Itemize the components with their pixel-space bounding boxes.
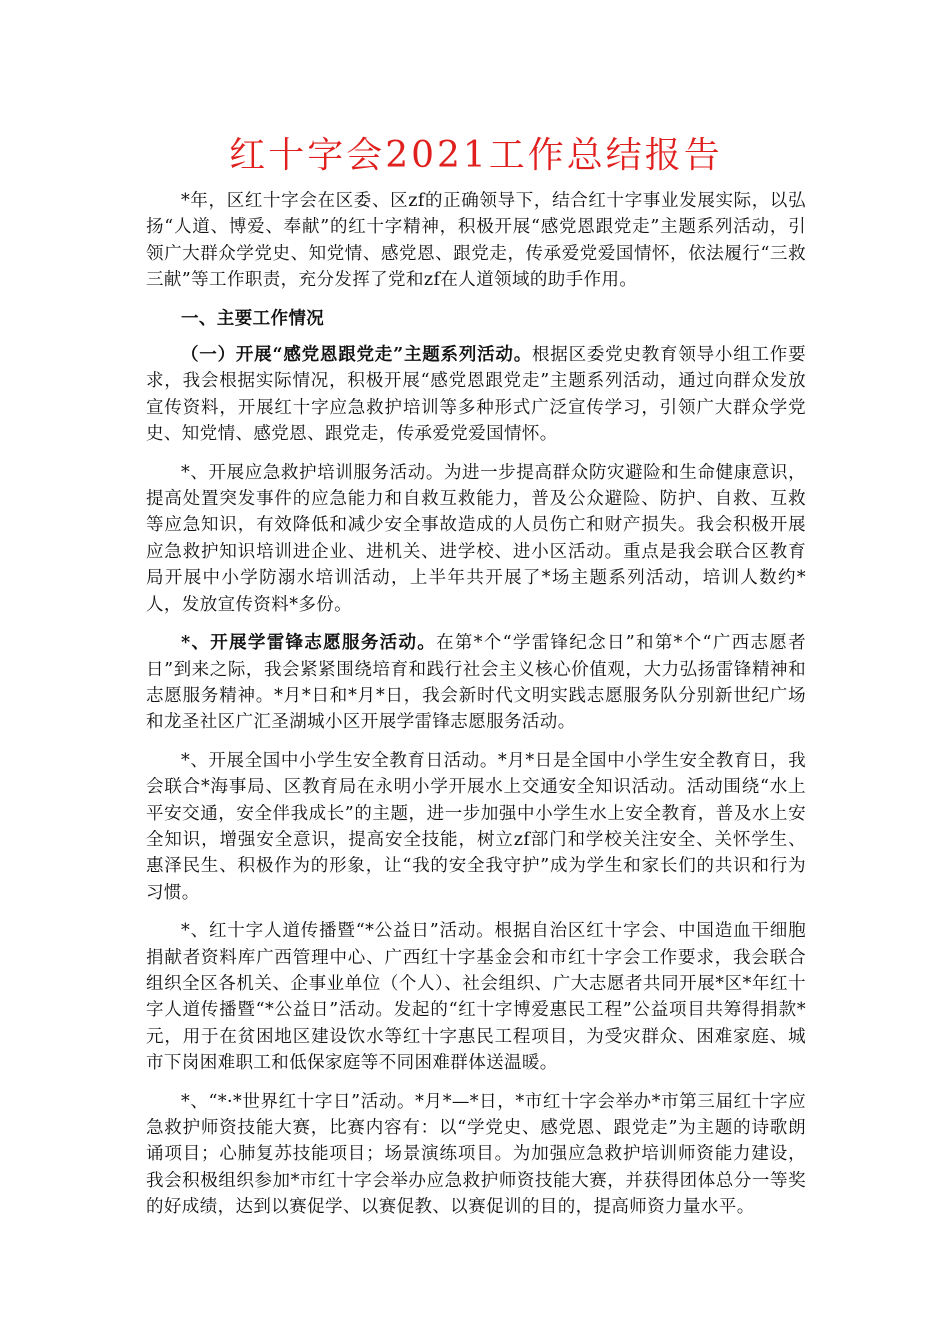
paragraph-lead: *、开展学雷锋志愿服务活动。 — [181, 633, 437, 654]
paragraph-safety-education-day: *、开展全国中小学生安全教育日活动。*月*日是全国中小学生安全教育日，我会联合*海事局、区教育局在永明小学开展水上交通安全知识活动。活动围绕“水上平安交通，安全伴我成长”的主题，进一步加强中小学生水上安全教育，普及水上安全知识，增强安全意识，提高安全技能，树立zf部门和学校关注安全、关怀学生、惠泽民生、积极作为的形象，让“我的安全我守护”成为学生和家长们的共识和行为习惯。 — [146, 750, 806, 903]
paragraph-charity-day: *、红十字人道传播暨“*公益日”活动。根据自治区红十字会、中国造血干细胞捐献者资料库广西管理中心、广西红十字基金会和市红十字会工作要求，我会联合组织全区各机关、企事业单位（个人）、社会组织、广大志愿者共同开展*区*年红十字人道传播暨“*公益日”活动。发起的“红十字博爱惠民工程”公益项目共筹得捐款*元，用于在贫困地区建设饮水等红十字惠民工程项目，为受灾群众、困难家庭、城市下岗困难职工和低保家庭等不同困难群体送温暖。 — [146, 921, 806, 1074]
document-title: 红十字会2021工作总结报告 — [229, 135, 723, 176]
section-heading-main-work: 一、主要工作情况 — [181, 308, 325, 329]
paragraph-first-aid-training: *、开展应急救护培训服务活动。为进一步提高群众防灾避险和生命健康意识，提高处置突发事件的应急能力和自救互救能力，普及公众避险、防护、自救、互救等应急知识，有效降低和减少安全事故造成的人员伤亡和财产损失。我会积极开展应急救护知识培训进企业、进机关、进学校、进小区活动。重点是我会联合区教育局开展中小学防溺水培训活动，上半年共开展了*场主题系列活动，培训人数约*人，发放宣传资料*多份。 — [146, 462, 806, 615]
paragraph-body: 根据区委党史教育领导小组工作要求，我会根据实际情况，积极开展“感党恩跟党走”主题系列活动，通过向群众发放宣传资料，开展红十字应急救护培训等多种形式广泛宣传学习，引领广大群众学党史、知党情、感党恩、跟党走，传承爱党爱国情怀。 — [146, 345, 806, 445]
document-page — [146, 130, 806, 1233]
paragraph-lei-feng-volunteer — [146, 630, 806, 736]
paragraph-lead: （一）开展“感党恩跟党走”主题系列活动。 — [181, 345, 532, 366]
paragraph-theme-activities — [146, 342, 806, 448]
paragraph-world-red-cross-day: *、“*·*世界红十字日”活动。*月*—*日，*市红十字会举办*市第三届红十字应急救护师资技能大赛，比赛内容有：以“学党史、感党恩、跟党走”为主题的诗歌朗诵项目；心肺复苏技能项目；场景演练项目。为加强应急救护培训师资能力建设，我会积极组织参加*市红十字会举办应急救护师资技能大赛，并获得团体总分一等奖的好成绩，达到以赛促学、以赛促教、以赛促训的目的，提高师资力量水平。 — [146, 1091, 806, 1218]
intro-paragraph: *年，区红十字会在区委、区zf的正确领导下，结合红十字事业发展实际，以弘扬“人道、博爱、奉献”的红十字精神，积极开展“感党恩跟党走”主题系列活动，引领广大群众学党史、知党情、感党恩、跟党走，传承爱党爱国情怀，依法履行“三救三献”等工作职责，充分发挥了党和zf在人道领域的助手作用。 — [146, 191, 806, 291]
paragraph-body: 在第*个“学雷锋纪念日”和第*个“广西志愿者日”到来之际，我会紧紧围绕培育和践行社会主义核心价值观，大力弘扬雷锋精神和志愿服务精神。*月*日和*月*日，我会新时代文明实践志愿服务队分别新世纪广场和龙圣社区广汇圣湖城小区开展学雷锋志愿服务活动。 — [146, 633, 806, 733]
